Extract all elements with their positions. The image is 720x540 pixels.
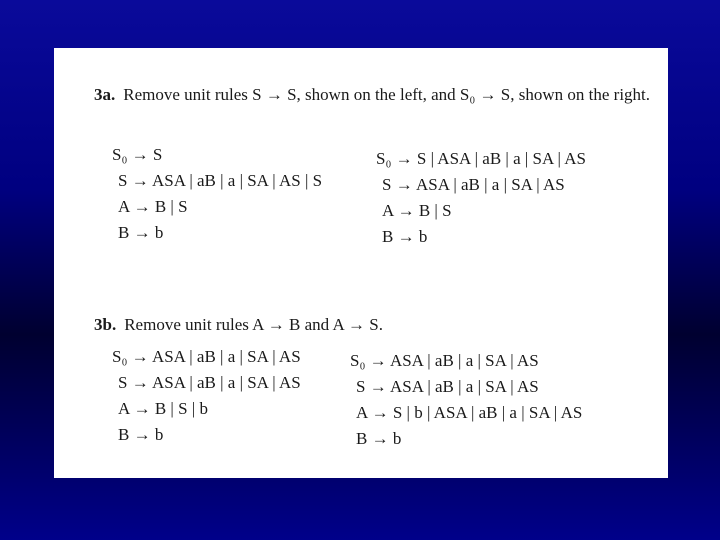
3b-right-rule-3: A → S | b | ASA | aB | a | SA | AS xyxy=(356,403,583,422)
3a-left-rule-1: S₀ → S xyxy=(112,145,163,164)
3a-right-rule-3: A → B | S xyxy=(382,201,452,220)
section-3b-text: Remove unit rules A → B and A → S. xyxy=(124,315,384,334)
3b-left-rule-4: B → b xyxy=(118,425,164,444)
section-3a-text: Remove unit rules S → S, shown on the left, and S₀ → S, shown on the right. xyxy=(123,85,651,104)
3b-left-rule-2: S → ASA | aB | a | SA | AS xyxy=(118,373,301,392)
3b-left-rule-3: A → B | S | b xyxy=(118,399,208,418)
document-page xyxy=(54,48,668,478)
3a-right-rule-1: S₀ → S | ASA | aB | a | SA | AS xyxy=(376,149,587,168)
3b-right-rule-4: B → b xyxy=(356,429,402,448)
3b-left-rule-1: S₀ → ASA | aB | a | SA | AS xyxy=(112,347,301,366)
section-3a-number: 3a. xyxy=(94,85,116,104)
section-3a-heading xyxy=(94,84,654,106)
3a-right-rule-4: B → b xyxy=(382,227,428,246)
3b-right-rule-1: S₀ → ASA | aB | a | SA | AS xyxy=(350,351,539,370)
3b-right-rule-2: S → ASA | aB | a | SA | AS xyxy=(356,377,539,396)
3a-left-rule-3: A → B | S xyxy=(118,197,188,216)
3a-left-rule-4: B → b xyxy=(118,223,164,242)
3a-left-rule-2: S → ASA | aB | a | SA | AS | S xyxy=(118,171,323,190)
section-3b-number: 3b. xyxy=(94,315,117,334)
3a-right-rule-2: S → ASA | aB | a | SA | AS xyxy=(382,175,565,194)
section-3b-heading xyxy=(94,314,654,336)
